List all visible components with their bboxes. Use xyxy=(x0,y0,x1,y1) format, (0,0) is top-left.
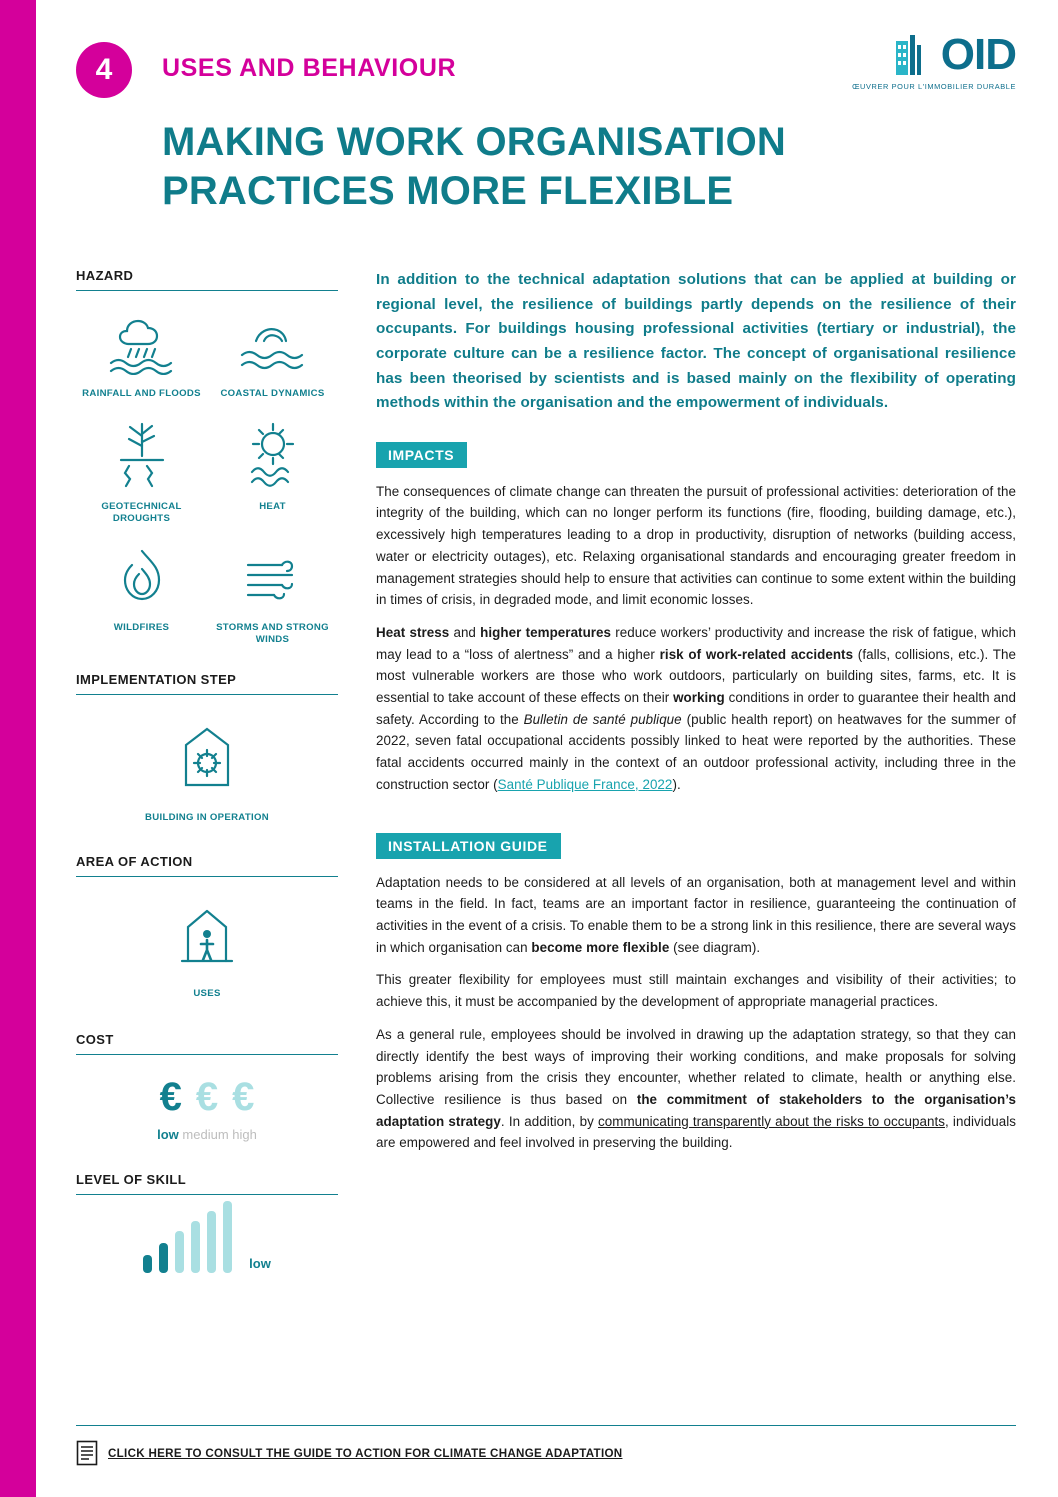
hazard-section xyxy=(76,268,338,650)
main-content xyxy=(376,268,1016,1165)
euro-icon: € xyxy=(159,1074,182,1119)
text-run: ). xyxy=(672,776,681,792)
logo-building-icon xyxy=(893,31,937,79)
logo-text: OID xyxy=(940,30,1016,79)
chapter-title: USES AND BEHAVIOUR xyxy=(162,54,457,82)
hazard-item xyxy=(76,404,207,529)
text-run: (public health report) on heatwaves for the summer of 2022, seven fatal occupational accidents possibly linked to heat were reported by the authorities. These fatal accidents occurred mainly in the context of an outdoor professional activity, including three in the construction sector ( xyxy=(376,711,1017,792)
page-title: MAKING WORK ORGANISATION PRACTICES MORE FLEXIBLE xyxy=(162,120,787,213)
impacts-paragraph-1: The consequences of climate change can threaten the pursuit of professional activities: deterioration of the integrity of the building, which can no longer perform its functions (fire, flooding, building damage, etc.), excessively high temperatures leading to a drop in productivity, disruption of networks (building access, water or electricity outages), etc. Relaxing organisational standards and encouraging greater freedom in management strategies should help to ensure that activities can continue to some extent within the building in times of crisis, in degraded mode, and limit economic losses. xyxy=(376,483,1016,608)
guide-paragraph-1 xyxy=(376,872,1016,959)
skill-bar xyxy=(175,1231,184,1273)
skill-label: LEVEL OF SKILL xyxy=(76,1171,187,1187)
divider xyxy=(76,876,338,877)
text-run: . In addition, by xyxy=(500,1113,599,1129)
divider xyxy=(76,1054,338,1055)
cost-level-low: low xyxy=(157,1126,179,1142)
cost-section xyxy=(76,1032,338,1142)
hazard-caption: RAINFALL AND FLOODS xyxy=(82,388,201,399)
text-bold: become more flexible xyxy=(531,939,670,955)
area-of-action-label: AREA OF ACTION xyxy=(76,853,193,869)
transparent-communication-link[interactable]: communicating transparently about the risks to occupants xyxy=(598,1113,945,1129)
hazard-caption: HEAT xyxy=(259,500,286,512)
text-run: , individuals are empowered and feel involved in preserving the building. xyxy=(376,1113,1017,1151)
page-body xyxy=(36,0,1058,1497)
text-bold: the commitment of stakeholders to the organisation’s adaptation strategy xyxy=(376,1091,1016,1129)
text-run: Adaptation needs to be considered at all levels of an organisation, both at management level and within teams in the field. In fact, teams are an important factor in resilience, guaranteeing the continuation of activities in the event of a crisis. To enable them to be a strong link in this resilience, there are several ways in which organisation can xyxy=(376,874,1016,955)
cost-label: COST xyxy=(76,1031,114,1047)
house-person-icon xyxy=(174,903,240,975)
divider xyxy=(76,290,338,291)
euro-icon: € xyxy=(195,1074,219,1119)
text-run: As a general rule, employees should be involved in drawing up the adaptation strategy, so that they can directly identify the best ways of improving their working conditions, and make proposals for solving problems arising from the crisis they encounter, whether related to climate, health or anything else. Collective resilience is thus based on xyxy=(376,1026,1016,1107)
divider xyxy=(76,694,338,695)
skill-bar xyxy=(207,1211,216,1273)
source-link-sante-publique[interactable]: Santé Publique France, 2022 xyxy=(497,776,673,792)
document-icon xyxy=(76,1440,98,1466)
hazard-caption: WILDFIRES xyxy=(113,621,170,633)
hazard-caption: COASTAL DYNAMICS xyxy=(220,388,325,399)
cost-level-medium: medium xyxy=(182,1126,229,1142)
text-bold: risk of work-related accidents xyxy=(659,646,854,662)
page-header xyxy=(76,30,1016,230)
text-run: (see diagram). xyxy=(669,939,761,955)
house-gear-icon xyxy=(170,721,244,799)
guide-link[interactable]: CLICK HERE TO CONSULT THE GUIDE TO ACTION FOR CLIMATE CHANGE ADAPTATION xyxy=(108,1446,623,1460)
impacts-tag: IMPACTS xyxy=(376,442,467,468)
cost-level-high: high xyxy=(232,1126,257,1142)
text-italic: Bulletin de santé publique xyxy=(523,711,682,727)
page-accent-bar xyxy=(0,0,36,1497)
implementation-step-section xyxy=(76,672,338,828)
impacts-paragraph-2 xyxy=(376,622,1016,796)
hazard-item xyxy=(207,297,338,404)
skill-bar xyxy=(143,1255,152,1273)
skill-bars xyxy=(76,1201,338,1273)
wave-coastal-icon xyxy=(234,311,312,375)
flame-wildfire-icon xyxy=(103,543,181,609)
skill-bar xyxy=(191,1221,200,1273)
skill-section xyxy=(76,1172,338,1273)
hazard-caption: GEOTECHNICAL DROUGHTS xyxy=(101,500,182,524)
sun-heat-icon xyxy=(234,418,312,488)
guide-paragraph-3 xyxy=(376,1024,1016,1154)
text-bold: Heat stress xyxy=(376,624,450,640)
skill-caption: low xyxy=(249,1255,271,1271)
text-run: (falls, collisions, etc.). The most vulnerable workers are those who work outdoors, particularly on building sites, farms, etc. It is essential to take account of these effects on their xyxy=(376,646,1016,706)
rain-cloud-flood-icon xyxy=(103,311,181,375)
area-of-action-section xyxy=(76,854,338,1004)
text-bold: working xyxy=(673,690,725,706)
divider xyxy=(76,1194,338,1195)
skill-bar xyxy=(223,1201,232,1273)
hazard-caption: STORMS AND STRONG WINDS xyxy=(216,621,329,645)
text-run: and xyxy=(449,624,481,640)
implementation-step-caption: BUILDING IN OPERATION xyxy=(145,811,269,823)
oid-logo xyxy=(846,30,1016,108)
chapter-number-badge: 4 xyxy=(76,42,132,98)
area-of-action-caption: USES xyxy=(193,987,221,999)
skill-bar xyxy=(159,1243,168,1273)
hazard-item xyxy=(207,529,338,650)
cost-levels xyxy=(76,1127,338,1142)
wind-storm-icon xyxy=(234,543,312,609)
hazard-item xyxy=(207,404,338,529)
sidebar xyxy=(76,268,338,1273)
hazard-item xyxy=(76,529,207,650)
intro-paragraph: In addition to the technical adaptation solutions that can be applied at building or regional level, the resilience of buildings partly depends on the resilience of their occupants. For buildings housing professional activities (tertiary or industrial), the corporate culture can be a resilience factor. The concept of organisational resilience has been theorised by scientists and is based mainly on the flexibility of operating methods within the organisation and the empowerment of individuals. xyxy=(376,271,1016,412)
guide-paragraph-2: This greater flexibility for employees must still maintain exchanges and visibility of their activities; to achieve this, it must be accompanied by the development of appropriate managerial practices. xyxy=(376,972,1016,1010)
implementation-step-label: IMPLEMENTATION STEP xyxy=(76,671,237,687)
cost-symbols xyxy=(76,1061,338,1119)
installation-guide-tag: INSTALLATION GUIDE xyxy=(376,833,561,859)
hazard-item xyxy=(76,297,207,404)
text-run: reduce workers’ productivity and increase the risk of fatigue, which may lead to a “loss of alertness” and a higher xyxy=(376,624,1016,662)
euro-icon: € xyxy=(232,1074,255,1119)
logo-tagline: ŒUVRER POUR L'IMMOBILIER DURABLE xyxy=(852,82,1016,91)
cracked-ground-drought-icon xyxy=(103,418,181,488)
hazard-label: HAZARD xyxy=(76,268,134,283)
text-run: conditions in order to guarantee their health and safety. According to the xyxy=(376,690,1016,727)
text-bold: higher temperatures xyxy=(480,624,612,640)
footer xyxy=(76,1425,1016,1466)
